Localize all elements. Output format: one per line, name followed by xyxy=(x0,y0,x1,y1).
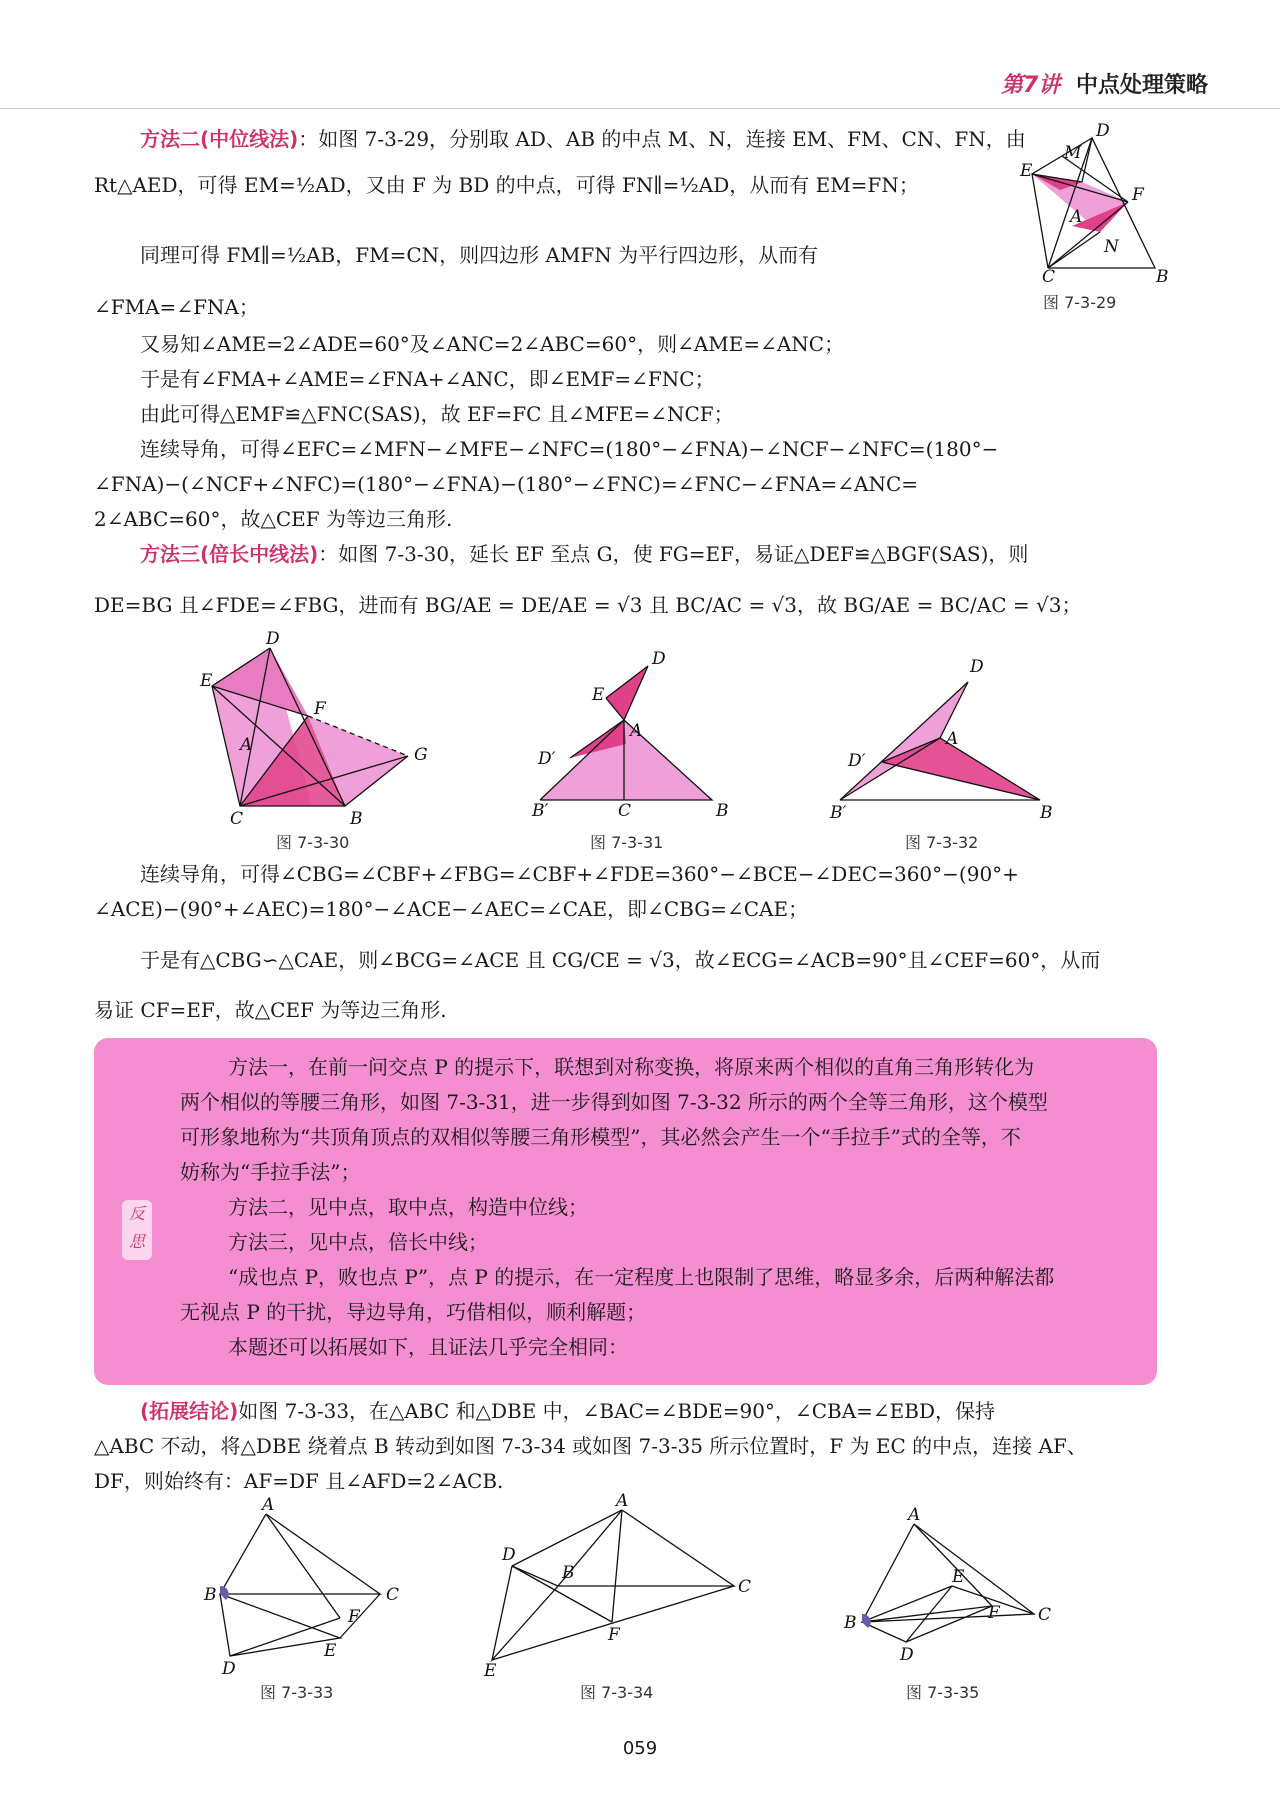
extension-line1 xyxy=(140,1394,995,1428)
svg-text:F: F xyxy=(314,699,326,719)
svg-text:F: F xyxy=(1132,185,1144,205)
svg-text:C: C xyxy=(1038,1605,1052,1625)
method3-line3: 连续导角，可得∠CBG=∠CBF+∠FBG=∠CBF+∠FDE=360°−∠BCE−∠DEC=360°−(90°+ xyxy=(140,862,1019,886)
svg-text:A: A xyxy=(240,735,253,755)
svg-text:M: M xyxy=(1064,143,1082,163)
svg-text:D: D xyxy=(266,629,280,649)
svg-text:E: E xyxy=(324,1641,337,1661)
figure-7-3-34 xyxy=(482,1491,752,1681)
svg-text:G: G xyxy=(414,745,428,765)
svg-text:E: E xyxy=(592,685,605,705)
svg-text:B: B xyxy=(1040,803,1053,823)
method2-line1 xyxy=(140,122,1026,156)
method3-line1 xyxy=(140,537,1028,571)
svg-text:A: A xyxy=(630,721,643,741)
reflection-p2: 两个相似的等腰三角形，如图 7-3-31，进一步得到如图 7-3-32 所示的两个全等三角形，这个模型 xyxy=(180,1090,1048,1114)
chapter-mark: 第7讲 xyxy=(1001,73,1061,98)
reflection-badge: 反思 xyxy=(122,1200,152,1260)
page-number: 059 xyxy=(622,1738,658,1759)
extension-tag: (拓展结论) xyxy=(140,1399,239,1423)
reflection-box xyxy=(94,1038,1157,1385)
svg-text:D: D xyxy=(502,1545,516,1565)
caption-7-3-29: 图 7-3-29 xyxy=(1043,293,1117,312)
figure-7-3-33 xyxy=(200,1495,400,1679)
method3-line4: ∠ACE)−(90°+∠AEC)=180°−∠ACE−∠AEC=∠CAE，即∠CBG=∠CAE； xyxy=(94,897,809,921)
method2-line10: 2∠ABC=60°，故△CEF 为等边三角形. xyxy=(94,507,453,531)
method2-line7: 由此可得△EMF≌△FNC(SAS)，故 EF=FC 且∠MFE=∠NCF； xyxy=(140,402,734,426)
svg-text:B′: B′ xyxy=(830,803,847,823)
svg-text:C: C xyxy=(618,801,632,821)
method2-line6: 于是有∠FMA+∠AME=∠FNA+∠ANC，即∠EMF=∠FNC； xyxy=(140,367,715,391)
caption-7-3-30: 图 7-3-30 xyxy=(276,833,350,852)
svg-text:B: B xyxy=(204,1585,217,1605)
svg-text:B′: B′ xyxy=(532,801,549,821)
method2-line8: 连续导角，可得∠EFC=∠MFN−∠MFE−∠NFC=(180°−∠FNA)−∠NCF−∠NFC=(180°− xyxy=(140,437,999,461)
figure-7-3-30 xyxy=(200,629,440,829)
svg-text:D′: D′ xyxy=(538,749,556,769)
svg-text:F: F xyxy=(988,1603,1000,1623)
extension-line2: △ABC 不动，将△DBE 绕着点 B 转动到如图 7-3-34 或如图 7-3-35 所示位置时，F 为 EC 的中点，连接 AF、 xyxy=(94,1434,1087,1458)
svg-text:D: D xyxy=(222,1659,236,1679)
method2-text1: ：如图 7-3-29，分别取 AD、AB 的中点 M、N，连接 EM、FM、CN、FN，由 xyxy=(298,127,1026,151)
svg-text:A: A xyxy=(946,729,959,749)
header-rule xyxy=(0,108,1280,109)
svg-text:A: A xyxy=(616,1491,629,1511)
reflection-p5: 方法二，见中点，取中点，构造中位线； xyxy=(228,1195,588,1219)
svg-text:D′: D′ xyxy=(848,751,866,771)
method2-line3: 同理可得 FM∥=½AB，FM=CN，则四边形 AMFN 为平行四边形，从而有 xyxy=(140,243,819,267)
method3-text1: ：如图 7-3-30，延长 EF 至点 G，使 FG=EF，易证△DEF≌△BGF(SAS)，则 xyxy=(318,542,1029,566)
svg-text:B: B xyxy=(562,1563,575,1583)
caption-7-3-35: 图 7-3-35 xyxy=(906,1683,980,1702)
svg-text:N: N xyxy=(1104,237,1119,257)
method3-line5: 于是有△CBG∽△CAE，则∠BCG=∠ACE 且 CG/CE = √3，故∠ECG=∠ACB=90°且∠CEF=60°，从而 xyxy=(140,948,1101,972)
svg-text:C: C xyxy=(386,1585,400,1605)
method2-line9: ∠FNA)−(∠NCF+∠NFC)=(180°−∠FNA)−(180°−∠FNC)=∠FNC−∠FNA=∠ANC= xyxy=(94,472,919,496)
extension-line3: DF，则始终有：AF=DF 且∠AFD=2∠ACB. xyxy=(94,1469,504,1493)
figure-7-3-35 xyxy=(840,1505,1060,1665)
svg-text:B: B xyxy=(716,801,729,821)
method3-line2: DE=BG 且∠FDE=∠FBG，进而有 BG/AE = DE/AE = √3 且 BC/AC = √3，故 BG/AE = BC/AC = √3； xyxy=(94,593,1082,617)
svg-text:D: D xyxy=(1096,121,1110,141)
svg-text:C: C xyxy=(738,1577,752,1597)
reflection-p1: 方法一，在前一问交点 P 的提示下，联想到对称变换，将原来两个相似的直角三角形转化为 xyxy=(228,1055,1035,1079)
svg-text:A: A xyxy=(908,1505,921,1525)
method2-line5: 又易知∠AME=2∠ADE=60°及∠ANC=2∠ABC=60°，则∠AME=∠ANC； xyxy=(140,332,845,356)
caption-7-3-34: 图 7-3-34 xyxy=(580,1683,654,1702)
reflection-p8: 无视点 P 的干扰，导边导角，巧借相似，顺利解题； xyxy=(180,1300,647,1324)
figure-7-3-32 xyxy=(830,657,1053,823)
svg-text:D: D xyxy=(970,657,984,677)
reflection-p3: 可形象地称为“共顶角顶点的双相似等腰三角形模型”，其必然会产生一个“手拉手”式的全等，不 xyxy=(180,1125,1021,1149)
svg-text:E: E xyxy=(1020,161,1033,181)
svg-text:B: B xyxy=(350,809,363,829)
figure-7-3-31 xyxy=(530,649,730,821)
method2-line4: ∠FMA=∠FNA； xyxy=(94,295,259,319)
svg-text:E: E xyxy=(952,1567,965,1587)
caption-7-3-32: 图 7-3-32 xyxy=(905,833,979,852)
extension-text1: 如图 7-3-33，在△ABC 和△DBE 中，∠BAC=∠BDE=90°，∠CBA=∠EBD，保持 xyxy=(238,1399,995,1423)
chapter-title: 中点处理策略 xyxy=(1075,73,1208,98)
svg-text:F: F xyxy=(608,1625,620,1645)
method3-tag: 方法三(倍长中线法) xyxy=(140,542,319,566)
svg-text:C: C xyxy=(230,809,244,829)
reflection-p6: 方法三，见中点，倍长中线； xyxy=(228,1230,488,1254)
figure-7-3-29 xyxy=(1020,121,1180,287)
reflection-p4: 妨称为“手拉手法”； xyxy=(180,1160,361,1184)
method3-line6: 易证 CF=EF，故△CEF 为等边三角形. xyxy=(94,998,447,1022)
chapter-header xyxy=(1001,68,1208,99)
svg-text:B: B xyxy=(844,1613,857,1633)
caption-7-3-31: 图 7-3-31 xyxy=(590,833,664,852)
reflection-p9: 本题还可以拓展如下，且证法几乎完全相同： xyxy=(228,1335,628,1359)
svg-text:E: E xyxy=(484,1661,497,1681)
reflection-p7: “成也点 P，败也点 P”，点 P 的提示，在一定程度上也限制了思维，略显多余，后两种解法都 xyxy=(228,1265,1055,1289)
svg-text:B: B xyxy=(1156,267,1169,287)
svg-text:A: A xyxy=(1070,207,1083,227)
svg-text:A: A xyxy=(262,1495,275,1515)
method2-tag: 方法二(中位线法) xyxy=(140,127,299,151)
svg-text:D: D xyxy=(652,649,666,669)
svg-text:D: D xyxy=(900,1645,914,1665)
svg-text:F: F xyxy=(348,1607,360,1627)
method2-line2: Rt△AED，可得 EM=½AD，又由 F 为 BD 的中点，可得 FN∥=½AD，从而有 EM=FN； xyxy=(94,173,919,197)
svg-text:C: C xyxy=(1042,267,1056,287)
svg-text:E: E xyxy=(200,671,213,691)
caption-7-3-33: 图 7-3-33 xyxy=(260,1683,334,1702)
